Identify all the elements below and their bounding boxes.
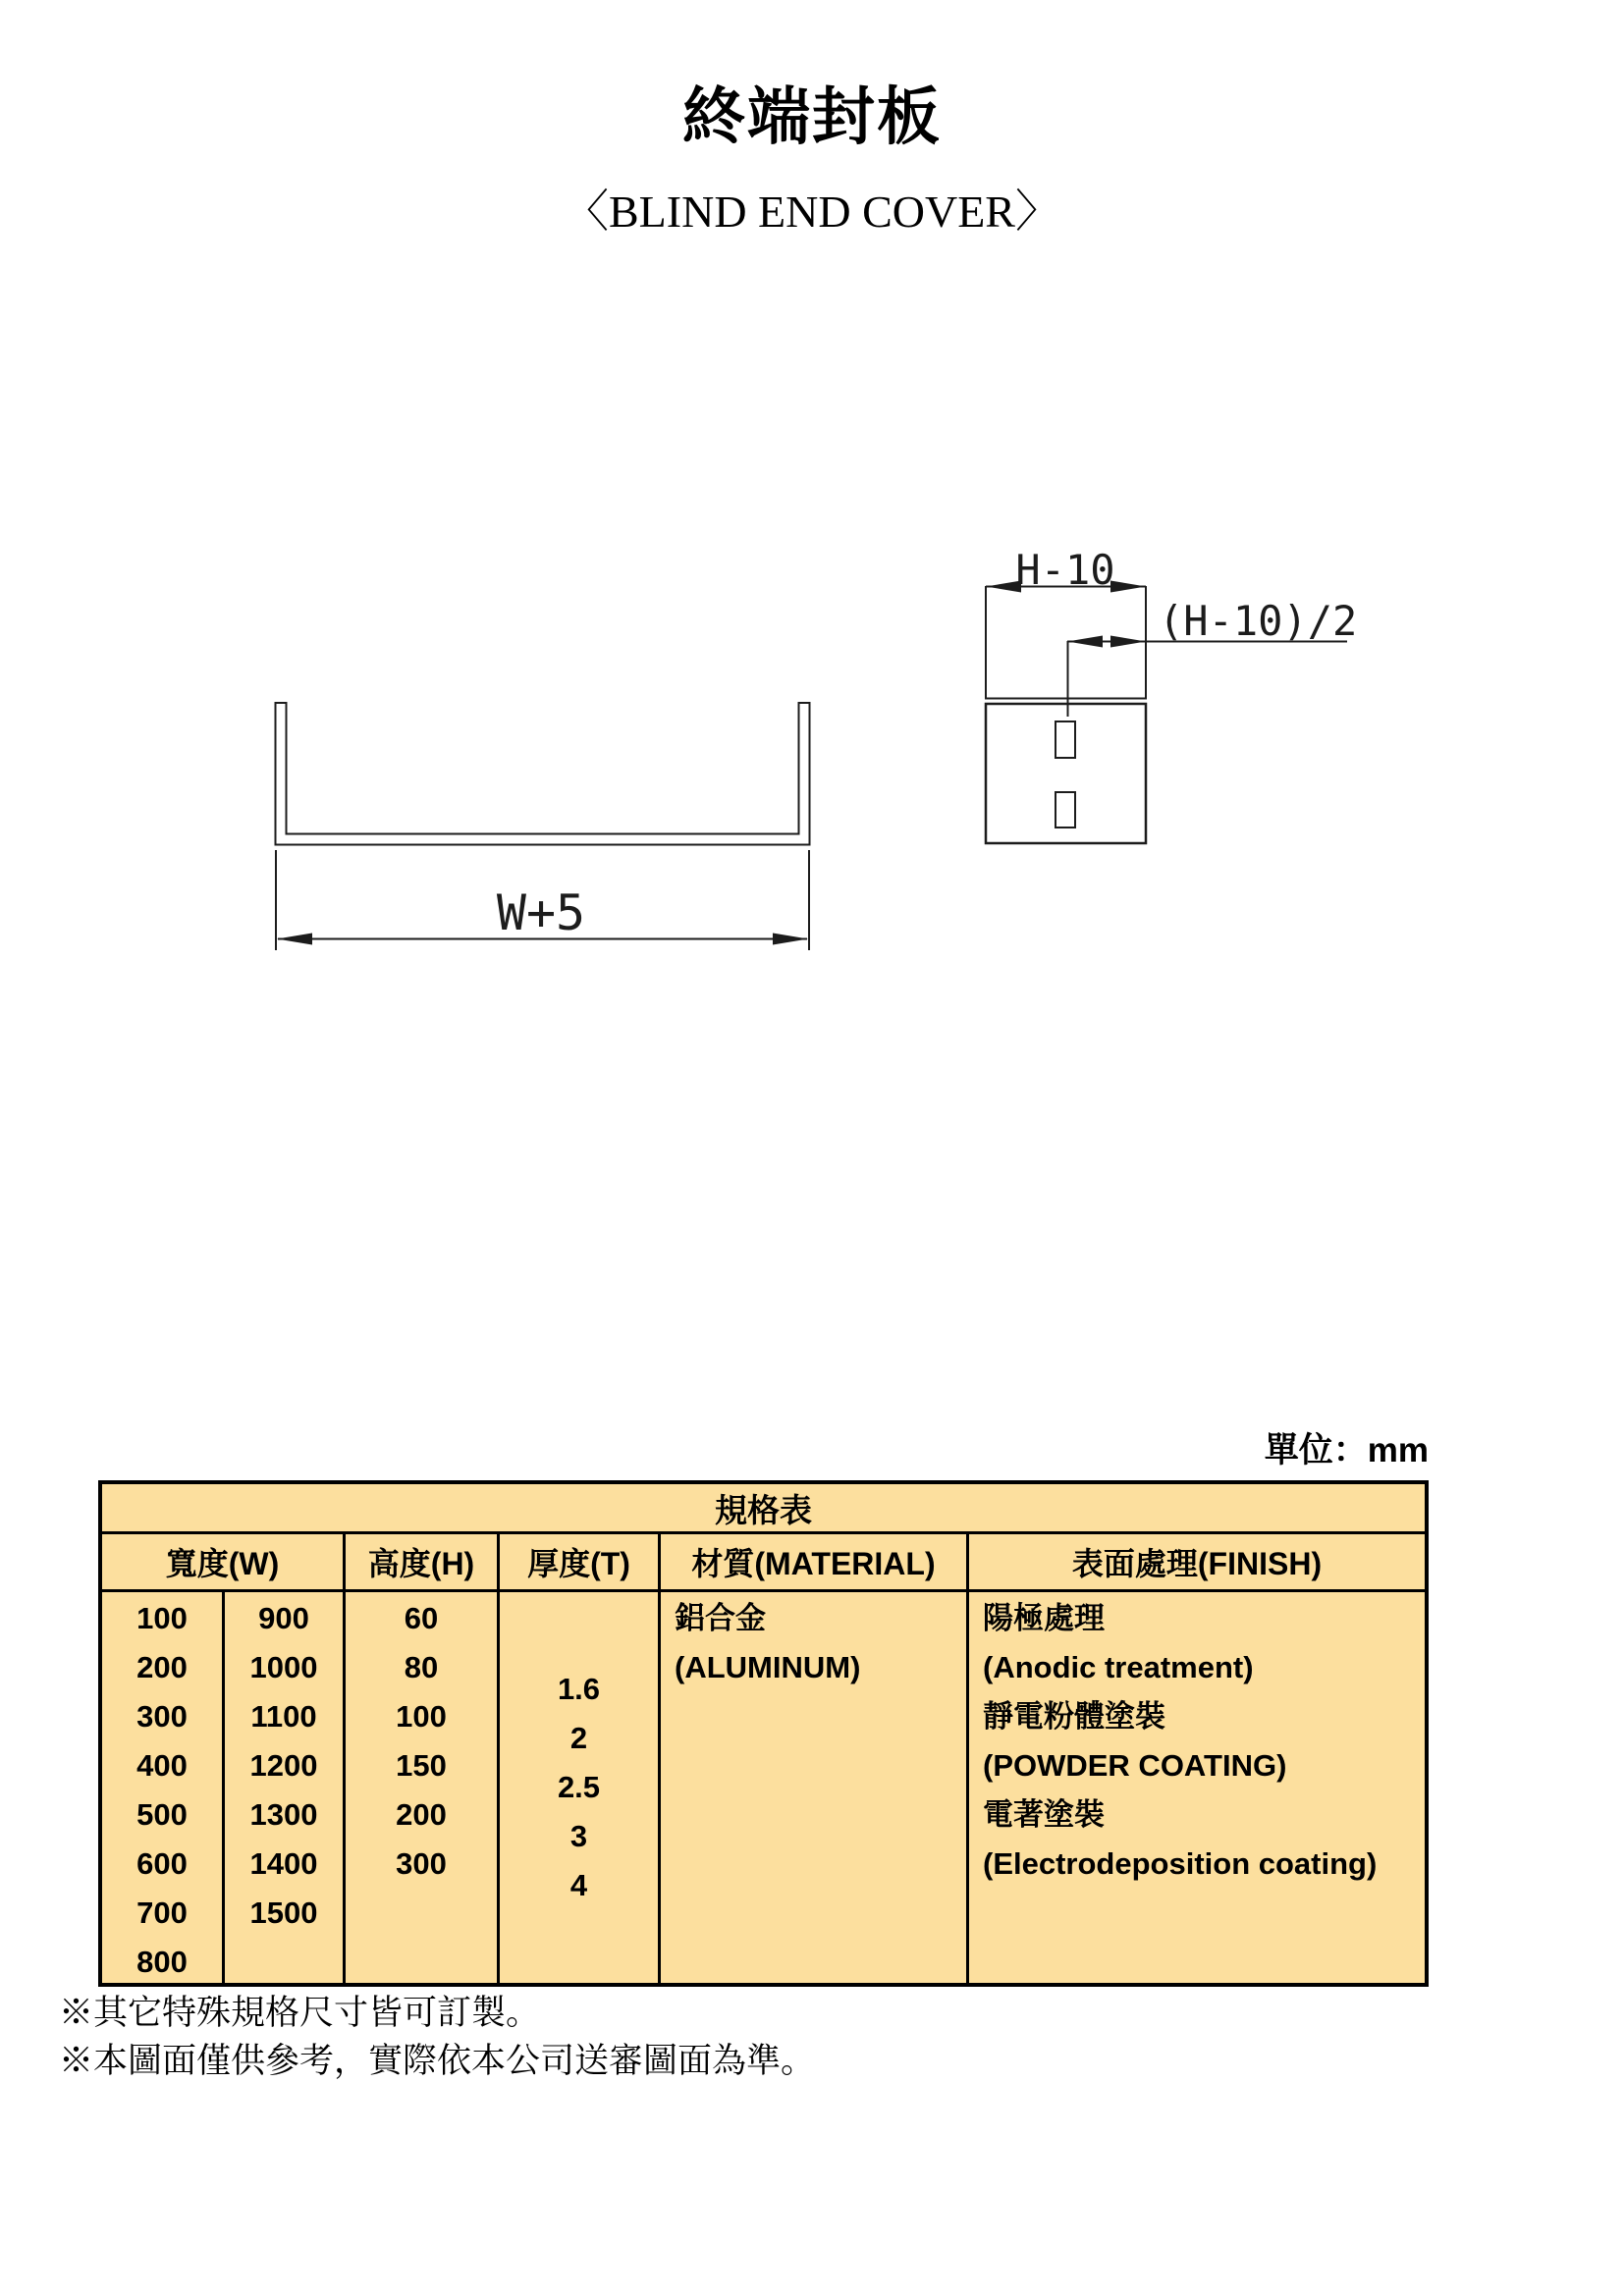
cell-line: (Anodic treatment): [983, 1650, 1254, 1684]
cell-line: 1500: [249, 1896, 318, 1930]
cell-line: 80: [404, 1650, 439, 1684]
cell-line: 900: [258, 1601, 309, 1635]
height-values-column: [346, 1592, 497, 1983]
column-header-finish: 表面處理(FINISH): [969, 1534, 1425, 1589]
dim-label-width: W+5: [496, 884, 586, 941]
cell-line: 1200: [249, 1748, 318, 1783]
cell-line: 300: [136, 1699, 188, 1734]
material-column: [661, 1592, 966, 1983]
cell-line: 300: [396, 1846, 447, 1881]
arrowhead-left: [1067, 636, 1103, 648]
column-header-width: 寬度(W): [102, 1534, 343, 1589]
column-header-material: 材質(MATERIAL): [661, 1534, 966, 1589]
cell-line: 200: [136, 1650, 188, 1684]
arrowhead-right: [1110, 636, 1146, 648]
spec-table-title: 規格表: [102, 1484, 1425, 1531]
cell-line: 靜電粉體塗裝: [983, 1699, 1165, 1734]
footnote: ※本圖面僅供參考，實際依本公司送審圖面為準。: [59, 2042, 816, 2080]
cell-line: 陽極處理: [983, 1601, 1105, 1635]
arrowhead-right: [773, 934, 808, 945]
page-title: 終端封板: [682, 82, 942, 152]
cell-line: 200: [396, 1797, 447, 1832]
finish-column: [969, 1592, 1425, 1983]
footnote: ※其它特殊規格尺寸皆可訂製。: [59, 1994, 541, 2032]
dim-label-half-height: (H-10)/2: [1159, 597, 1358, 645]
width-values-column-b: [225, 1592, 343, 1983]
cell-line: 500: [136, 1797, 188, 1832]
footnotes: [59, 1989, 815, 2085]
cell-line: 400: [136, 1748, 188, 1783]
cell-line: 2: [569, 1721, 588, 1755]
cell-line: 1100: [250, 1699, 317, 1734]
column-header-height: 高度(H): [346, 1534, 497, 1589]
dim-label-height: H-10: [1015, 546, 1115, 594]
spec-table: [98, 1480, 1429, 1987]
cell-line: 1.6: [557, 1672, 601, 1706]
page-subtitle: 〈BLIND END COVER〉: [564, 187, 1060, 237]
cell-line: (Electrodeposition coating): [983, 1846, 1378, 1881]
column-header-thickness: 厚度(T): [500, 1534, 658, 1589]
cell-line: 700: [136, 1896, 188, 1930]
cell-line: 4: [569, 1868, 588, 1902]
cell-line: (POWDER COATING): [983, 1748, 1287, 1783]
slot: [1056, 721, 1075, 758]
thickness-values-column: [500, 1592, 658, 1983]
unit-label: 單位：mm: [1264, 1431, 1429, 1469]
cell-line: 1300: [249, 1797, 318, 1832]
cell-line: 150: [396, 1748, 447, 1783]
cell-line: 1400: [249, 1846, 318, 1881]
cell-line: (ALUMINUM): [675, 1650, 861, 1684]
cell-line: 鋁合金: [675, 1601, 766, 1635]
width-values-column-a: [102, 1592, 222, 1983]
cell-line: 電著塗裝: [983, 1797, 1105, 1832]
slot: [1056, 792, 1075, 828]
cell-line: 600: [136, 1846, 188, 1881]
cell-line: 2.5: [557, 1770, 601, 1804]
cell-line: 800: [136, 1945, 188, 1979]
cell-line: 3: [569, 1819, 588, 1853]
cell-line: 100: [136, 1601, 188, 1635]
cell-line: 1000: [249, 1650, 318, 1684]
cell-line: 100: [396, 1699, 447, 1734]
cell-line: 60: [404, 1601, 439, 1635]
arrowhead-left: [277, 934, 312, 945]
